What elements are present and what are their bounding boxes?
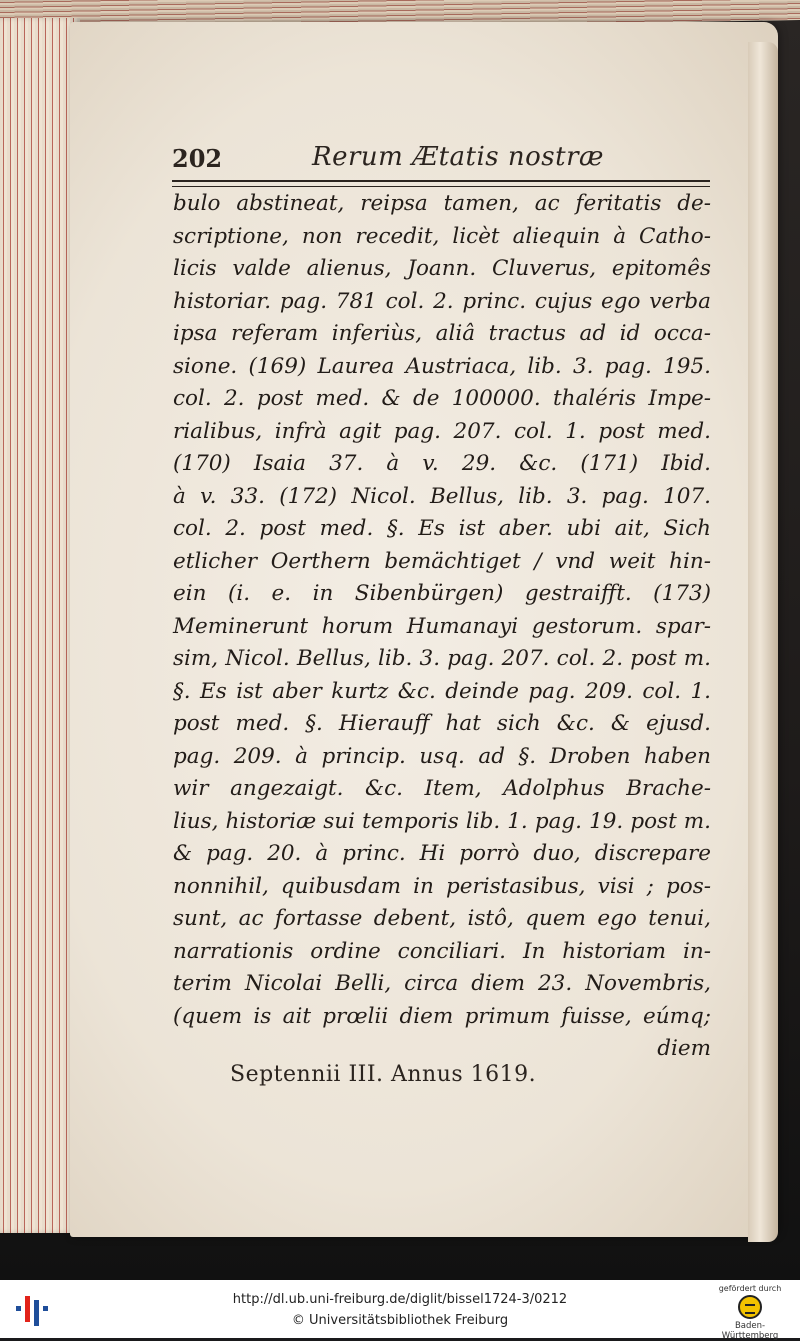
text-line: scriptione, non recedit, licèt aliequin à Catho-: [173, 223, 711, 249]
text-line: (170) Isaia 37. à v. 29. &c. (171) Ibid.: [173, 451, 711, 476]
state-crest-icon: [738, 1295, 762, 1319]
sponsor-block: [708, 1284, 792, 1341]
permalink-url[interactable]: http://dl.ub.uni-freiburg.de/diglit/bissel1724-3/0212: [232, 1292, 568, 1307]
text-line: lius, historiæ sui temporis lib. 1. pag. 19. post m.: [173, 808, 711, 834]
text-line: sione. (169) Laurea Austriaca, lib. 3. pag. 195.: [173, 353, 711, 379]
text-line: licis valde alienus, Joann. Cluverus, epitomês: [173, 256, 711, 281]
text-line: Meminerunt horum Humanayi gestorum. spar-: [173, 613, 711, 639]
text-line: terim Nicolai Belli, circa diem 23. Novembris,: [173, 971, 711, 996]
text-line: à v. 33. (172) Nicol. Bellus, lib. 3. pag. 107.: [173, 483, 711, 509]
text-line: col. 2. post med. & de 100000. thaléris Impe-: [173, 386, 711, 411]
sponsor-label: gefördert durch: [718, 1284, 782, 1293]
text-line: ipsa referam inferiùs, aliâ tractus ad id occa-: [173, 321, 711, 346]
text-line: sim, Nicol. Bellus, lib. 3. pag. 207. col. 2. post m.: [173, 646, 711, 671]
running-head-title: Rerum Ætatis nostræ: [312, 142, 604, 172]
catchword: diem: [657, 1036, 711, 1061]
running-head: [172, 140, 712, 182]
sponsor-name: Baden-Württemberg: [721, 1321, 779, 1341]
header-rule: [172, 180, 710, 187]
text-line: rialibus, infrà agit pag. 207. col. 1. post med.: [173, 418, 711, 444]
body-text: [173, 188, 711, 1066]
text-line: ein (i. e. in Sibenbürgen) gestraifft. (173): [173, 581, 711, 606]
text-line: col. 2. post med. §. Es ist aber. ubi ait, Sich: [173, 516, 711, 541]
viewer-footer: [0, 1280, 800, 1341]
text-line: pag. 209. à princip. usq. ad §. Droben haben: [173, 743, 711, 769]
text-line: historiar. pag. 781 col. 2. princ. cujus ego verba: [173, 288, 711, 314]
text-line: & pag. 20. à princ. Hi porrò duo, discrepare: [173, 841, 711, 866]
page-number: 202: [172, 144, 223, 173]
text-line: wir angezaigt. &c. Item, Adolphus Brache-: [173, 776, 711, 801]
text-line: (quem is ait prœlii diem primum fuisse, eúmq;: [173, 1003, 711, 1029]
signature-line: Septennii III. Annus 1619.: [230, 1062, 537, 1087]
text-line: narrationis ordine conciliari. In historiam in-: [173, 938, 711, 964]
text-line: nonnihil, quibusdam in peristasibus, visi ; pos-: [173, 873, 711, 899]
text-line: post med. §. Hierauff hat sich &c. & ejusd.: [173, 711, 711, 736]
text-line: sunt, ac fortasse debent, istô, quem ego tenui,: [173, 906, 711, 931]
page-gutter: [748, 42, 778, 1242]
copyright-notice: © Universitätsbibliothek Freiburg: [291, 1313, 509, 1328]
book-page-edges: [0, 18, 80, 1233]
text-line: etlicher Oerthern bemächtiget / vnd weit hin-: [173, 548, 711, 574]
text-line: bulo abstineat, reipsa tamen, ac feritatis de-: [173, 191, 711, 216]
text-line: §. Es ist aber kurtz &c. deinde pag. 209. col. 1.: [173, 678, 711, 704]
